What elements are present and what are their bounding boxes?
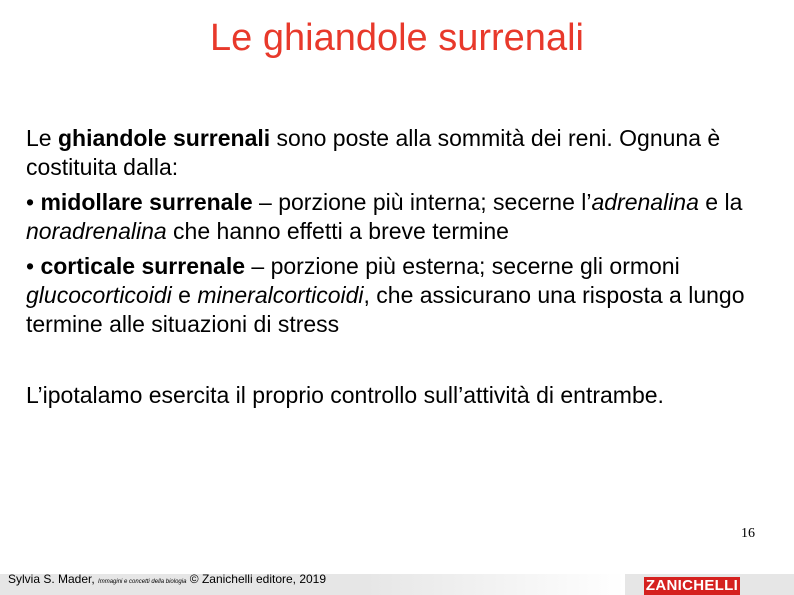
bullet-text: e la bbox=[698, 189, 743, 215]
bullet-italic-term: mineralcorticoidi bbox=[197, 282, 364, 308]
bullet-corticale bbox=[26, 252, 766, 339]
bullet-italic-term: noradrenalina bbox=[26, 218, 167, 244]
bullet-text: , che assicurano una risposta a lungo termine alle situazioni di stress bbox=[26, 282, 745, 337]
page-number: 16 bbox=[741, 526, 755, 541]
footer-copyright: © Zanichelli editore, 2019 bbox=[186, 572, 327, 586]
intro-paragraph bbox=[26, 124, 766, 182]
zanichelli-logo: ZANICHELLI bbox=[645, 577, 739, 594]
closing-paragraph: L’ipotalamo esercita il proprio controllo sull’attività di entrambe. bbox=[26, 382, 664, 408]
bullet-italic-term: adrenalina bbox=[591, 189, 699, 215]
bullet-text: – porzione più esterna; secerne gli ormoni bbox=[245, 253, 680, 279]
intro-text-start: Le bbox=[26, 125, 58, 151]
footer-credit bbox=[8, 572, 326, 589]
bullet-bold-term: midollare surrenale bbox=[40, 189, 253, 215]
bullet-text: – porzione più interna; secerne l’ bbox=[252, 189, 592, 215]
bullet-marker: • bbox=[26, 189, 41, 215]
slide-body bbox=[26, 124, 766, 410]
intro-bold-term: ghiandole surrenali bbox=[57, 125, 271, 151]
bullet-marker: • bbox=[26, 253, 41, 279]
footer-book-title: Immagini e concetti della biologia bbox=[98, 579, 187, 585]
bullet-italic-term: glucocorticoidi bbox=[26, 282, 172, 308]
bullet-text: e bbox=[171, 282, 198, 308]
bullet-midollare bbox=[26, 188, 766, 246]
bullet-bold-term: corticale surrenale bbox=[40, 253, 246, 279]
slide-title: Le ghiandole surrenali bbox=[210, 17, 584, 59]
intro-text-end: sono poste alla sommità dei reni. Ognuna è costituita dalla: bbox=[26, 125, 721, 180]
bullet-text: che hanno effetti a breve termine bbox=[166, 218, 509, 244]
footer-author: Sylvia S. Mader, bbox=[8, 572, 99, 586]
footer-gradient bbox=[365, 574, 625, 595]
